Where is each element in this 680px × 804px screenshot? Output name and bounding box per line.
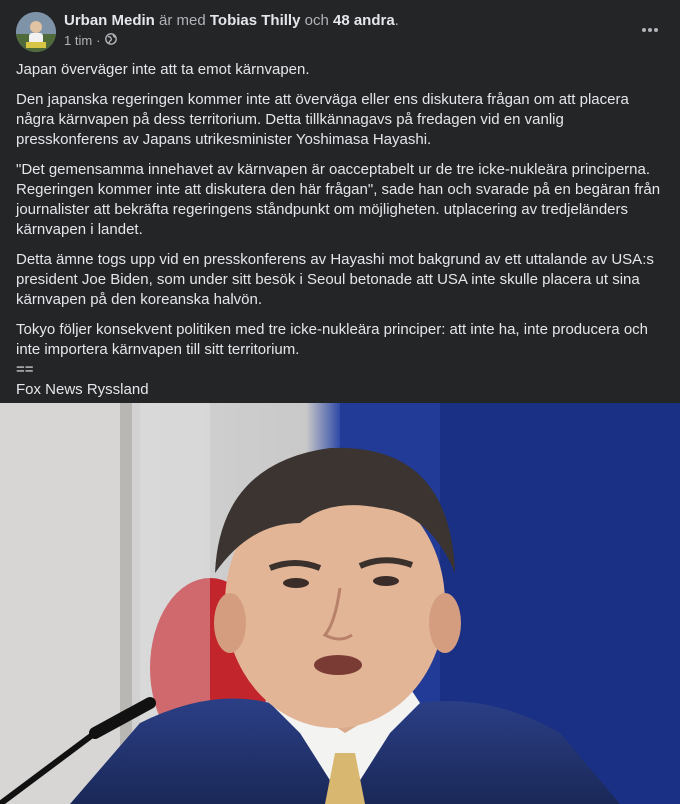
more-options-button[interactable] <box>636 18 664 42</box>
post-source: Fox News Ryssland <box>16 381 149 398</box>
post-body <box>16 60 666 400</box>
post-divider: == <box>16 361 34 378</box>
tagged-person[interactable]: Tobias Thilly <box>209 12 301 29</box>
post-header <box>0 0 680 58</box>
post-paragraph: Detta ämne togs upp vid en presskonferens av Hayashi mot bakgrund av ett uttalande av USA:s president Joe Biden, som under sitt besök i Seoul betonade att USA inte skulle placera ut sina kärnvapen på den koreanska halvön. <box>16 251 654 308</box>
post-paragraph: "Det gemensamma innehavet av kärnvapen är oacceptabelt ur de tre icke-nukleära principerna. Regeringen kommer inte att diskutera den här frågan", sade han och svarade på en begäran från journalister att bekräfta regeringens ståndpunkt om möjligheten. utplacering av tredjeländers kärnvapen i landet. <box>16 161 661 238</box>
others-link[interactable]: 48 andra <box>332 12 395 29</box>
author-line <box>64 11 399 31</box>
globe-icon[interactable] <box>105 33 117 49</box>
post-paragraph: Tokyo följer konsekvent politiken med tre icke-nukleära principer: att inte ha, inte producera och inte importera kärnvapen till sitt territorium. <box>16 321 648 358</box>
more-horizontal-icon <box>641 27 659 33</box>
and-text: och <box>304 12 329 29</box>
portrait-image <box>0 403 680 804</box>
period: . <box>394 12 399 29</box>
author-name[interactable]: Urban Medin <box>64 12 155 29</box>
post-time[interactable]: 1 tim <box>64 33 93 48</box>
post-paragraph: Japan överväger inte att ta emot kärnvapen. <box>16 61 310 78</box>
with-text: är med <box>159 12 206 29</box>
post-paragraph: Den japanska regeringen kommer inte att överväga eller ens diskutera frågan om att placera några kärnvapen på dess territorium. Detta tillkännagavs på fredagen vid en vanlig presskonferens av Japans utrikesminister Yoshimasa Hayashi. <box>16 91 629 148</box>
post-photo[interactable] <box>0 403 680 804</box>
post-meta <box>64 33 117 49</box>
avatar[interactable] <box>16 12 56 52</box>
meta-separator: · <box>96 33 101 48</box>
